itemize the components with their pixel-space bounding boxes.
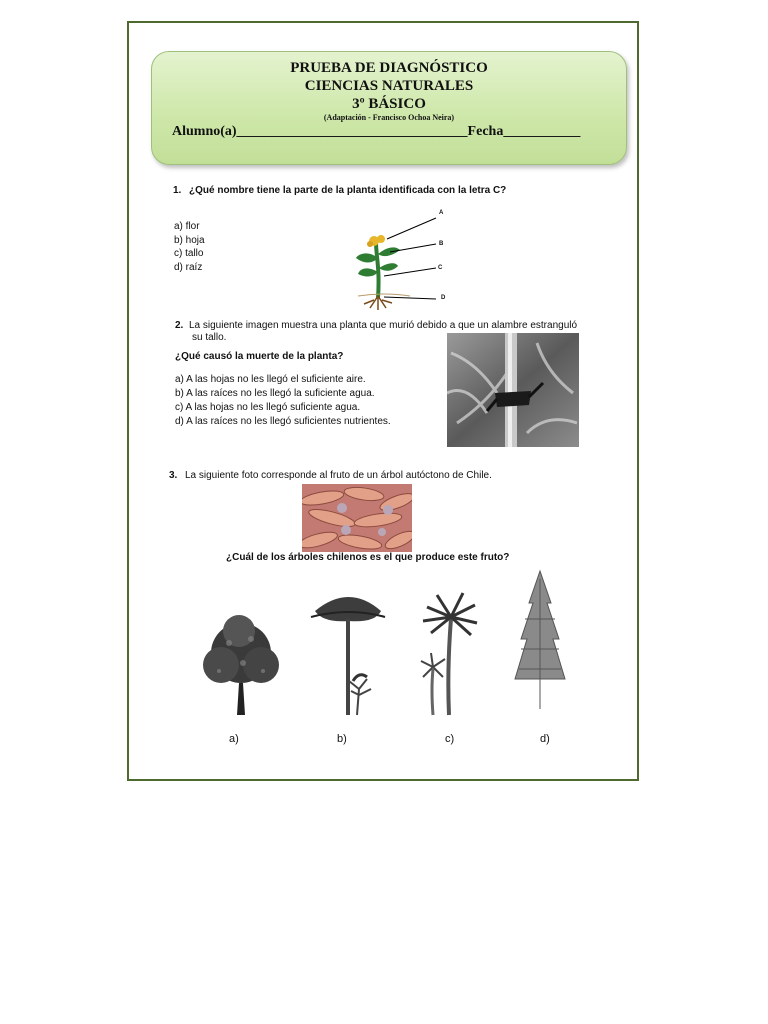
diagram-label-c: C <box>438 265 443 271</box>
header-box <box>151 51 627 165</box>
tree-b-image <box>309 585 387 717</box>
q2-option-d: d) A las raíces no les llegó suficientes nutrientes. <box>175 416 391 427</box>
diagram-label-d: D <box>441 295 446 301</box>
title-line-3: 3º BÁSICO <box>352 96 426 112</box>
q1-option-d: d) raíz <box>174 262 203 273</box>
title-line-2: CIENCIAS NATURALES <box>304 78 474 94</box>
diagram-label-a: A <box>439 210 444 216</box>
q1-number: 1. <box>173 185 182 196</box>
diagram-label-b: B <box>439 241 444 247</box>
q2-text-line-2: su tallo. <box>192 332 227 343</box>
author-line: (Adaptación - Francisco Ochoa Neira) <box>323 113 455 122</box>
q2-text-line-1: La siguiente imagen muestra una planta que murió debido a que un alambre estranguló <box>189 320 578 331</box>
q1-option-c: c) tallo <box>174 248 204 259</box>
q1-text: ¿Qué nombre tiene la parte de la planta identificada con la letra C? <box>189 185 507 196</box>
q2-question: ¿Qué causó la muerte de la planta? <box>175 351 344 362</box>
worksheet-page <box>127 21 639 781</box>
tree-b-label: b) <box>337 733 347 745</box>
strangled-plant-photo <box>447 333 579 447</box>
tree-d-image <box>511 569 569 711</box>
tree-d-label: d) <box>540 733 550 745</box>
tree-a-label: a) <box>229 733 239 745</box>
student-name-date-line: Alumno(a)_________________________________Fecha___________ <box>172 124 581 139</box>
tree-a-image <box>199 613 283 717</box>
q2-option-a: a) A las hojas no les llegó el suficiente aire. <box>175 374 366 385</box>
tree-c-image <box>417 589 479 717</box>
tree-c-label: c) <box>445 733 455 745</box>
q1-option-b: b) hoja <box>174 235 205 246</box>
q3-number: 3. <box>169 470 178 481</box>
plant-diagram <box>354 206 454 310</box>
q2-option-c: c) A las hojas no les llegó suficiente agua. <box>175 402 361 413</box>
title-line-1: PRUEBA DE DIAGNÓSTICO <box>290 60 488 76</box>
q3-question: ¿Cuál de los árboles chilenos es el que produce este fruto? <box>226 552 510 563</box>
q3-text: La siguiente foto corresponde al fruto de un árbol autóctono de Chile. <box>185 470 492 481</box>
q1-option-a: a) flor <box>174 221 200 232</box>
q2-number: 2. <box>175 320 184 331</box>
q2-option-b: b) A las raíces no les llegó la suficiente agua. <box>175 388 375 399</box>
fruit-photo <box>302 484 412 552</box>
